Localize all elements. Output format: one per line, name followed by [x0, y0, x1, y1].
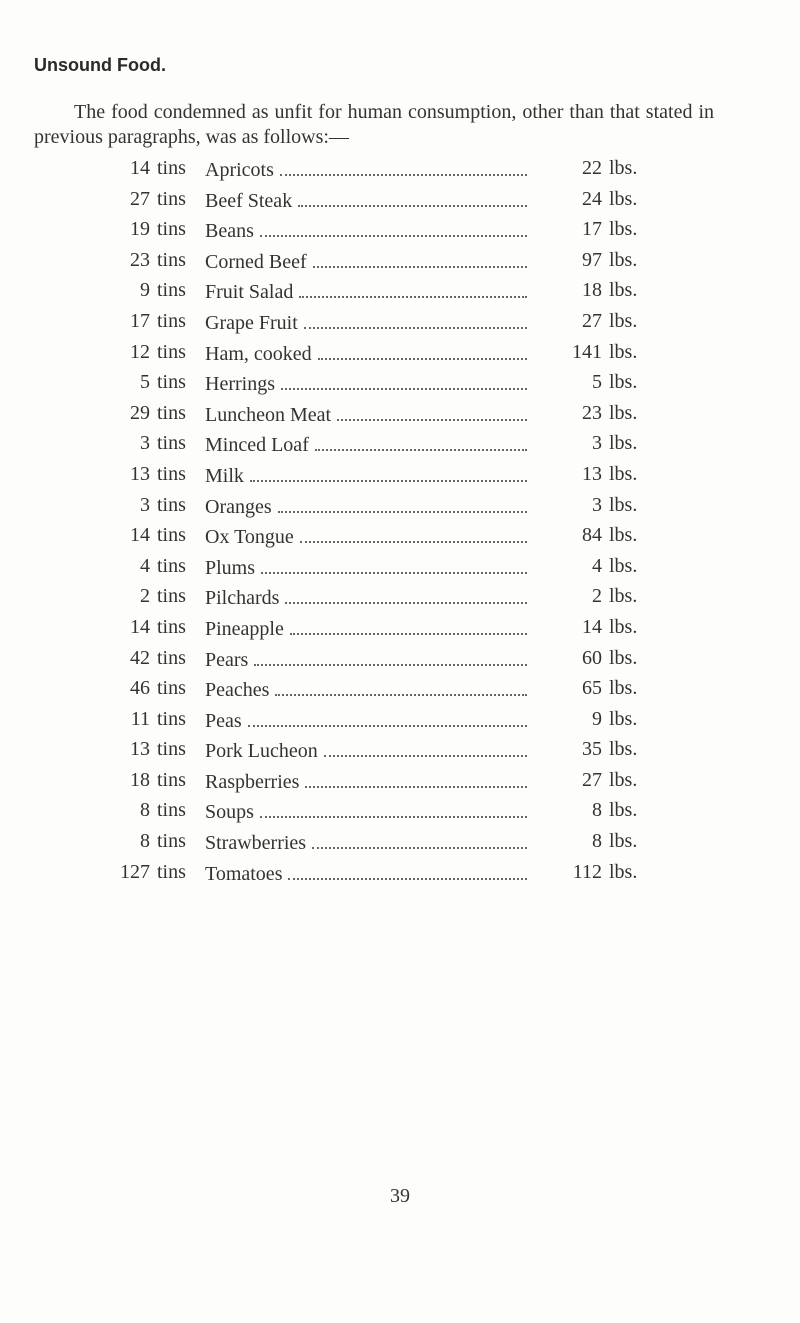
item-weight-unit: lbs.: [609, 309, 638, 332]
item-name: Corned Beef: [205, 250, 307, 273]
list-item: [0, 646, 800, 677]
list-item: [0, 798, 800, 829]
list-item: [0, 217, 800, 248]
item-quantity: 11: [130, 707, 150, 730]
item-quantity: 18: [130, 768, 150, 791]
condemned-food-list: [0, 156, 800, 890]
item-leader: [205, 217, 527, 243]
dot-leader: [260, 798, 527, 818]
item-weight: 60: [582, 646, 602, 669]
item-quantity: 13: [130, 462, 150, 485]
item-quantity: 8: [140, 799, 150, 822]
item-weight: 112: [572, 860, 602, 883]
item-weight: 3: [592, 432, 602, 455]
item-weight: 141: [572, 340, 602, 363]
dot-leader: [298, 187, 527, 207]
list-item: [0, 340, 800, 371]
item-quantity: 14: [130, 157, 150, 179]
dot-leader: [324, 737, 527, 757]
item-name: Beef Steak: [205, 189, 293, 212]
list-item: [0, 462, 800, 493]
item-unit: tins: [157, 677, 186, 700]
item-leader: [205, 798, 527, 824]
item-weight: 8: [592, 830, 602, 853]
item-unit: tins: [157, 646, 186, 669]
item-quantity: 19: [130, 218, 150, 241]
item-weight-unit: lbs.: [609, 554, 638, 577]
list-item: [0, 248, 800, 279]
item-quantity: 3: [140, 432, 150, 455]
item-weight-unit: lbs.: [609, 493, 638, 516]
dot-leader: [304, 309, 527, 329]
item-quantity: 46: [130, 677, 150, 700]
list-item: [0, 768, 800, 799]
item-name: Pork Lucheon: [205, 740, 318, 763]
item-weight-unit: lbs.: [609, 585, 638, 608]
item-name: Ox Tongue: [205, 526, 294, 549]
item-leader: [205, 401, 527, 427]
item-weight-unit: lbs.: [609, 677, 638, 700]
item-weight: 13: [582, 462, 602, 485]
item-weight-unit: lbs.: [609, 340, 638, 363]
item-name: Milk: [205, 464, 244, 487]
list-item: [0, 554, 800, 585]
dot-leader: [275, 676, 527, 696]
item-unit: tins: [157, 799, 186, 822]
dot-leader: [305, 768, 527, 788]
item-name: Oranges: [205, 495, 272, 518]
item-quantity: 4: [140, 554, 150, 577]
item-weight: 35: [582, 738, 602, 761]
item-weight-unit: lbs.: [609, 646, 638, 669]
item-weight: 27: [582, 309, 602, 332]
item-leader: [205, 829, 527, 855]
dot-leader: [254, 646, 527, 666]
dot-leader: [250, 462, 527, 482]
item-leader: [205, 431, 527, 457]
item-leader: [205, 646, 527, 672]
item-weight: 24: [582, 187, 602, 210]
item-leader: [205, 707, 527, 733]
dot-leader: [260, 217, 527, 237]
item-name: Luncheon Meat: [205, 403, 332, 426]
item-unit: tins: [157, 707, 186, 730]
page-number: 39: [390, 1185, 410, 1207]
list-item: [0, 401, 800, 432]
list-item: [0, 431, 800, 462]
item-weight: 22: [582, 157, 602, 179]
item-quantity: 3: [140, 493, 150, 516]
dot-leader: [290, 615, 527, 635]
item-weight: 2: [592, 585, 602, 608]
item-unit: tins: [157, 401, 186, 424]
item-weight-unit: lbs.: [609, 707, 638, 730]
item-leader: [205, 248, 527, 274]
item-quantity: 127: [120, 860, 150, 883]
item-weight-unit: lbs.: [609, 157, 638, 179]
list-item: [0, 493, 800, 524]
item-weight-unit: lbs.: [609, 524, 638, 547]
item-weight-unit: lbs.: [609, 401, 638, 424]
dot-leader: [318, 340, 527, 360]
item-unit: tins: [157, 248, 186, 271]
dot-leader: [315, 431, 527, 451]
list-item: [0, 737, 800, 768]
item-quantity: 2: [140, 585, 150, 608]
dot-leader: [300, 523, 527, 543]
item-quantity: 12: [130, 340, 150, 363]
dot-leader: [285, 584, 527, 604]
item-leader: [205, 554, 527, 580]
item-leader: [205, 340, 527, 366]
item-unit: tins: [157, 830, 186, 853]
item-quantity: 13: [130, 738, 150, 761]
item-leader: [205, 584, 527, 610]
item-weight: 8: [592, 799, 602, 822]
item-weight: 14: [582, 615, 602, 638]
item-leader: [205, 493, 527, 519]
item-unit: tins: [157, 340, 186, 363]
list-item: [0, 187, 800, 218]
item-weight-unit: lbs.: [609, 799, 638, 822]
item-quantity: 17: [130, 309, 150, 332]
item-name: Raspberries: [205, 770, 300, 793]
item-weight: 84: [582, 524, 602, 547]
item-weight: 27: [582, 768, 602, 791]
item-leader: [205, 462, 527, 488]
dot-leader: [337, 401, 527, 421]
item-unit: tins: [157, 371, 186, 394]
dot-leader: [261, 554, 527, 574]
list-item: [0, 156, 800, 187]
item-unit: tins: [157, 585, 186, 608]
item-quantity: 27: [130, 187, 150, 210]
item-name: Peaches: [205, 679, 270, 702]
item-leader: [205, 737, 527, 763]
dot-leader: [278, 493, 527, 513]
item-weight: 3: [592, 493, 602, 516]
item-weight: 23: [582, 401, 602, 424]
item-weight: 5: [592, 371, 602, 394]
item-leader: [205, 278, 527, 304]
item-weight-unit: lbs.: [609, 615, 638, 638]
section-heading: Unsound Food.: [34, 55, 166, 75]
item-weight: 18: [582, 279, 602, 302]
item-weight: 9: [592, 707, 602, 730]
item-name: Strawberries: [205, 832, 307, 855]
item-leader: [205, 676, 527, 702]
item-weight-unit: lbs.: [609, 830, 638, 853]
item-weight-unit: lbs.: [609, 279, 638, 302]
item-name: Minced Loaf: [205, 434, 309, 457]
list-item: [0, 370, 800, 401]
item-weight-unit: lbs.: [609, 248, 638, 271]
item-unit: tins: [157, 524, 186, 547]
item-unit: tins: [157, 554, 186, 577]
item-unit: tins: [157, 738, 186, 761]
item-unit: tins: [157, 279, 186, 302]
item-unit: tins: [157, 187, 186, 210]
dot-leader: [288, 860, 527, 880]
list-item: [0, 584, 800, 615]
item-quantity: 5: [140, 371, 150, 394]
item-leader: [205, 309, 527, 335]
item-name: Pilchards: [205, 587, 280, 610]
item-unit: tins: [157, 309, 186, 332]
item-name: Beans: [205, 220, 254, 243]
dot-leader: [312, 829, 527, 849]
item-weight: 17: [582, 218, 602, 241]
item-leader: [205, 615, 527, 641]
item-weight: 65: [582, 677, 602, 700]
item-weight-unit: lbs.: [609, 462, 638, 485]
item-name: Ham, cooked: [205, 342, 312, 365]
item-leader: [205, 860, 527, 886]
list-item: [0, 615, 800, 646]
intro-text: The food condemned as unfit for human consumption, other than that stated in previous paragraphs, was as follows:—: [34, 101, 714, 148]
list-item: [0, 829, 800, 860]
item-unit: tins: [157, 218, 186, 241]
list-item: [0, 278, 800, 309]
item-quantity: 29: [130, 401, 150, 424]
item-quantity: 14: [130, 615, 150, 638]
item-weight-unit: lbs.: [609, 187, 638, 210]
item-quantity: 42: [130, 646, 150, 669]
item-weight-unit: lbs.: [609, 738, 638, 761]
item-weight-unit: lbs.: [609, 768, 638, 791]
item-weight: 97: [582, 248, 602, 271]
item-name: Fruit Salad: [205, 281, 294, 304]
item-name: Apricots: [205, 159, 274, 181]
item-weight-unit: lbs.: [609, 218, 638, 241]
item-name: Tomatoes: [205, 862, 283, 885]
item-name: Pineapple: [205, 617, 284, 640]
list-item: [0, 676, 800, 707]
list-item: [0, 860, 800, 891]
dot-leader: [248, 707, 527, 727]
item-name: Pears: [205, 648, 249, 671]
dot-leader: [280, 156, 527, 176]
item-unit: tins: [157, 157, 186, 179]
item-unit: tins: [157, 432, 186, 455]
item-leader: [205, 523, 527, 549]
item-unit: tins: [157, 462, 186, 485]
item-leader: [205, 156, 527, 182]
dot-leader: [299, 278, 527, 298]
item-unit: tins: [157, 493, 186, 516]
item-leader: [205, 768, 527, 794]
item-quantity: 23: [130, 248, 150, 271]
item-weight: 4: [592, 554, 602, 577]
intro-paragraph: [34, 100, 714, 150]
item-quantity: 14: [130, 524, 150, 547]
item-weight-unit: lbs.: [609, 371, 638, 394]
dot-leader: [281, 370, 527, 390]
item-unit: tins: [157, 860, 186, 883]
item-name: Herrings: [205, 373, 275, 396]
item-weight-unit: lbs.: [609, 860, 638, 883]
item-weight-unit: lbs.: [609, 432, 638, 455]
item-name: Soups: [205, 801, 254, 824]
item-leader: [205, 187, 527, 213]
item-quantity: 9: [140, 279, 150, 302]
item-name: Plums: [205, 556, 256, 579]
dot-leader: [313, 248, 527, 268]
item-unit: tins: [157, 768, 186, 791]
item-leader: [205, 370, 527, 396]
list-item: [0, 309, 800, 340]
item-name: Grape Fruit: [205, 311, 298, 334]
item-unit: tins: [157, 615, 186, 638]
list-item: [0, 707, 800, 738]
list-item: [0, 523, 800, 554]
item-name: Peas: [205, 709, 242, 732]
item-quantity: 8: [140, 830, 150, 853]
